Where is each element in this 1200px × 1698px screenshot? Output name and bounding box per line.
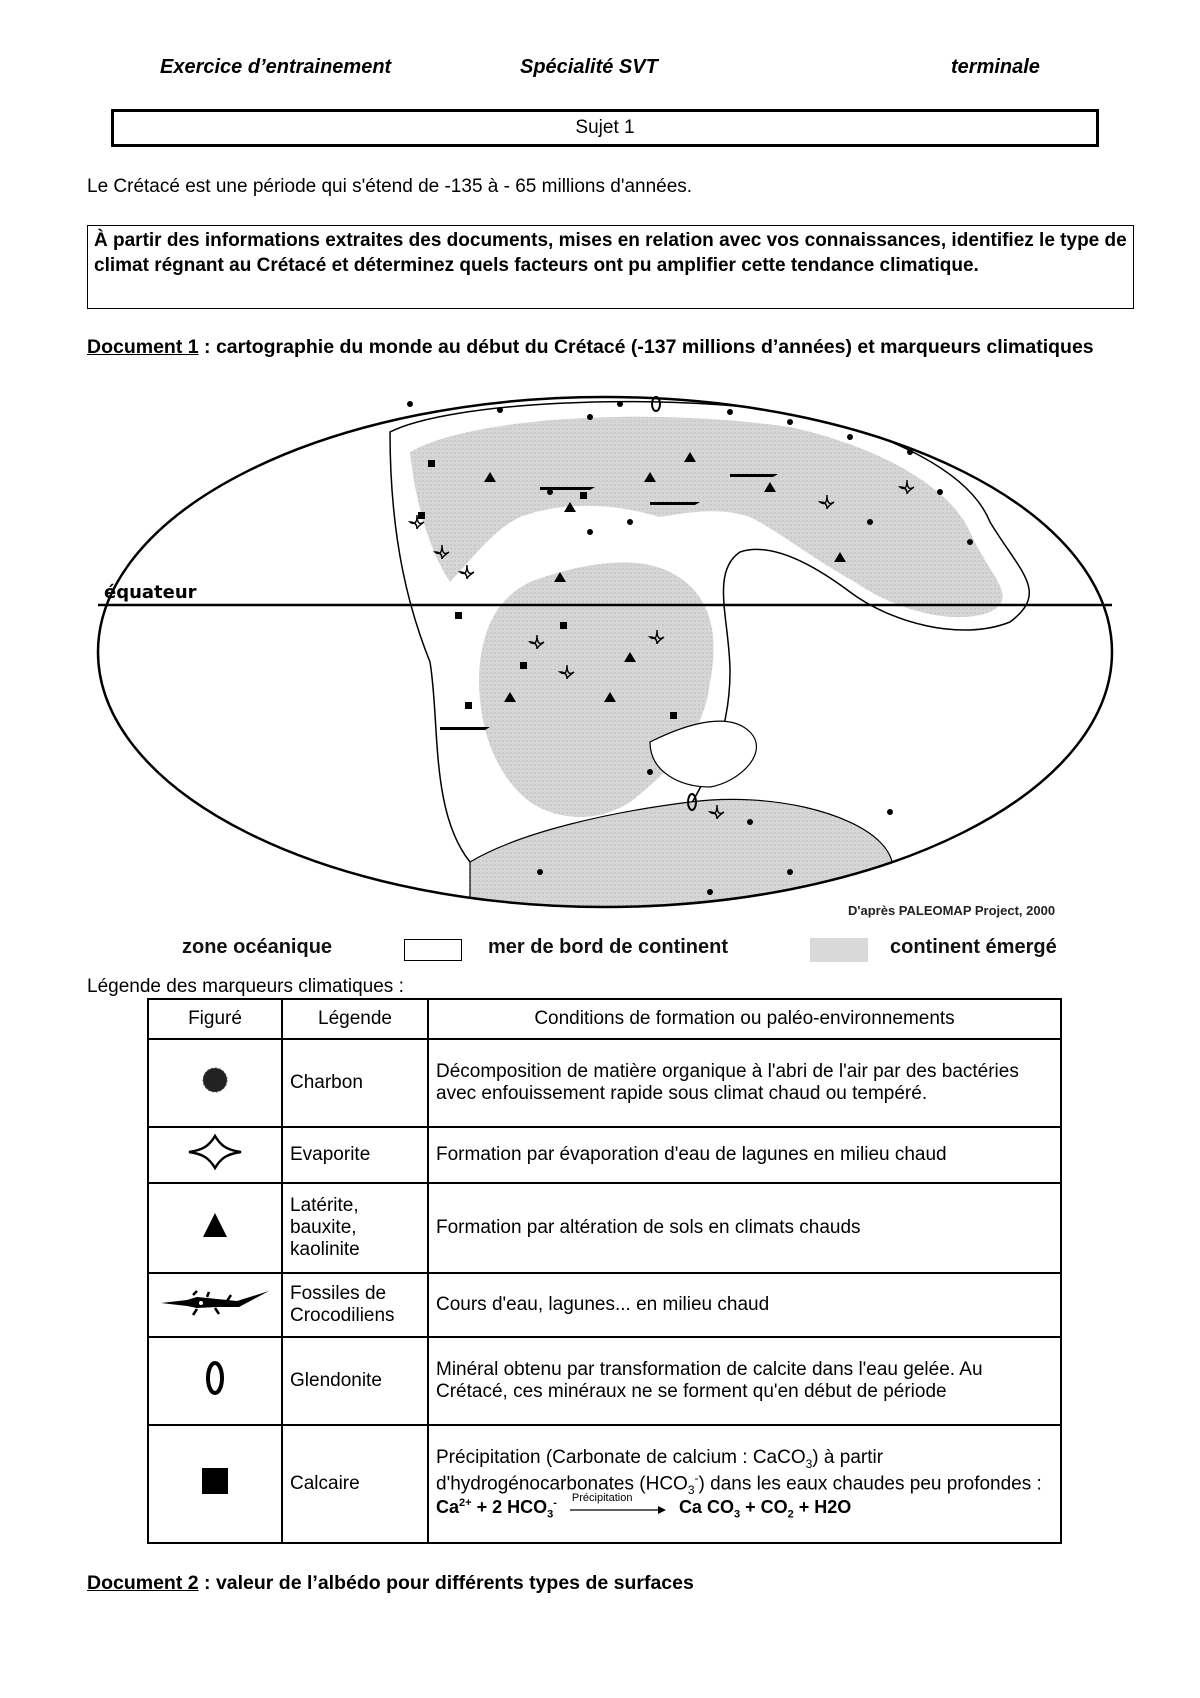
row-conditions: Précipitation (Carbonate de calcium : CaCO$_3$) à partir d'hydrogénocarbonates $(HCO_3^-)$ dans les eaux chaudes peu profondes : $Ca^{2+} + 2$ $HCO_3^-$ Précipitation Ca $CO_3 + CO_2 + H2O$ (428, 1425, 1061, 1543)
marker-limestone (418, 512, 425, 519)
header-right: terminale (951, 56, 1040, 78)
map-source: D'après PALEOMAP Project, 2000 (848, 903, 1056, 918)
marker-crocodile (440, 727, 490, 730)
legend-land-swatch (810, 938, 868, 962)
row-legend: Latérite, bauxite, kaolinite (282, 1183, 428, 1273)
marker-limestone (520, 662, 527, 669)
marker-coal (847, 434, 853, 440)
marker-coal (627, 519, 633, 525)
marker-coal (727, 409, 733, 415)
table-header: Figuré (148, 999, 282, 1039)
row-legend: Charbon (282, 1039, 428, 1127)
circle-icon (148, 1039, 282, 1127)
conditions-part: ) à partir d'hydrogénocarbonates (HCO (436, 1447, 884, 1495)
table-row (148, 1337, 1061, 1425)
eq-hco3: + 2 HCO (476, 1497, 548, 1518)
table-header-row (148, 999, 1061, 1039)
eq-hco3-sup: - (553, 1497, 557, 1510)
marker-coal (407, 401, 413, 407)
eq-arrow (568, 1492, 668, 1517)
marker-crocodile (730, 474, 778, 477)
eq-ca: Ca (436, 1497, 460, 1518)
eq-co2: + CO (745, 1497, 788, 1518)
row-conditions: Formation par évaporation d'eau de lagunes en milieu chaud (428, 1127, 1061, 1183)
legend-sea-swatch (404, 939, 462, 961)
marker-limestone (465, 702, 472, 709)
oval-icon (148, 1337, 282, 1425)
legend-land-label: continent émergé (890, 936, 1057, 958)
square-icon (148, 1425, 282, 1543)
table-row (148, 1425, 1061, 1543)
marker-coal (907, 449, 913, 455)
crocodile-icon (148, 1273, 282, 1337)
table-row (148, 1273, 1061, 1337)
marker-coal (887, 809, 893, 815)
doc1-title: : cartographie du monde au début du Crétacé (-137 millions d’années) et marqueurs climatiques (198, 336, 1094, 358)
cretaceous-world-map (90, 392, 1120, 912)
table-caption: Légende des marqueurs climatiques : (87, 976, 404, 997)
eq-caco3: Ca CO (678, 1497, 734, 1518)
row-conditions: Minéral obtenu par transformation de calcite dans l'eau gelée. Au Crétacé, ces minéraux ne se forment qu'en début de période (428, 1337, 1061, 1425)
legend-sea-label: mer de bord de continent (488, 936, 729, 958)
table-header: Conditions de formation ou paléo-environnements (428, 999, 1061, 1039)
subject-box: Sujet 1 (111, 109, 1099, 147)
conditions-part: ) dans les eaux chaudes peu profondes : (698, 1473, 1042, 1495)
eq-h2o: + H2O (798, 1497, 852, 1518)
marker-limestone (670, 712, 677, 719)
marker-coal (587, 414, 593, 420)
marker-coal (787, 869, 793, 875)
equation: $Ca^{2+} + 2$ $HCO_3^-$ Précipitation Ca $CO_3 + CO_2 + H2O$ (436, 1492, 852, 1521)
marker-limestone (455, 612, 462, 619)
marker-coal (787, 419, 793, 425)
table-row (148, 1183, 1061, 1273)
triangle-icon (148, 1183, 282, 1273)
marker-coal (537, 869, 543, 875)
marker-coal (937, 489, 943, 495)
marker-limestone (560, 622, 567, 629)
table-row (148, 1039, 1061, 1127)
marker-coal (617, 401, 623, 407)
row-legend: Glendonite (282, 1337, 428, 1425)
row-legend: Fossiles de Crocodiliens (282, 1273, 428, 1337)
conditions-part: Précipitation (Carbonate de calcium : CaCO (436, 1447, 806, 1469)
doc1-heading (87, 335, 1147, 360)
header-left: Exercice d’entrainement (160, 56, 392, 78)
marker-coal (707, 889, 713, 895)
marker-coal (587, 529, 593, 535)
eq-ca-sup: 2+ (459, 1497, 472, 1510)
legend-ocean-label: zone océanique (182, 936, 333, 958)
equator-label: équateur (104, 582, 197, 603)
marker-limestone (428, 460, 435, 467)
intro-text: Le Crétacé est une période qui s'étend de -135 à - 65 millions d'années. (87, 176, 693, 197)
table-header: Légende (282, 999, 428, 1039)
marker-coal (967, 539, 973, 545)
doc2-label: Document 2 (87, 1572, 199, 1594)
markers-table (147, 998, 1062, 1544)
marker-crocodile (540, 487, 595, 490)
header-center: Spécialité SVT (520, 56, 658, 78)
marker-crocodile (650, 502, 700, 505)
doc1-label: Document 1 (87, 336, 199, 358)
row-legend: Calcaire (282, 1425, 428, 1543)
doc2-title: : valeur de l’albédo pour différents types de surfaces (198, 1572, 694, 1594)
marker-coal (497, 407, 503, 413)
task-box: À partir des informations extraites des documents, mises en relation avec vos connaissances, identifiez le type de climat régnant au Crétacé et déterminez quels facteurs ont pu amplifier cette tendance climatique. (87, 225, 1134, 309)
marker-coal (747, 819, 753, 825)
row-legend: Evaporite (282, 1127, 428, 1183)
marker-limestone (580, 492, 587, 499)
row-conditions: Décomposition de matière organique à l'abri de l'air par des bactéries avec enfouissement rapide sous climat chaud ou tempéré. (428, 1039, 1061, 1127)
marker-coal (647, 769, 653, 775)
star-diamond-icon (148, 1127, 282, 1183)
eq-arrow-label: Précipitation (571, 1492, 633, 1505)
marker-coal (867, 519, 873, 525)
row-conditions: Formation par altération de sols en climats chauds (428, 1183, 1061, 1273)
table-row (148, 1127, 1061, 1183)
row-conditions: Cours d'eau, lagunes... en milieu chaud (428, 1273, 1061, 1337)
doc2-heading (87, 1572, 694, 1595)
